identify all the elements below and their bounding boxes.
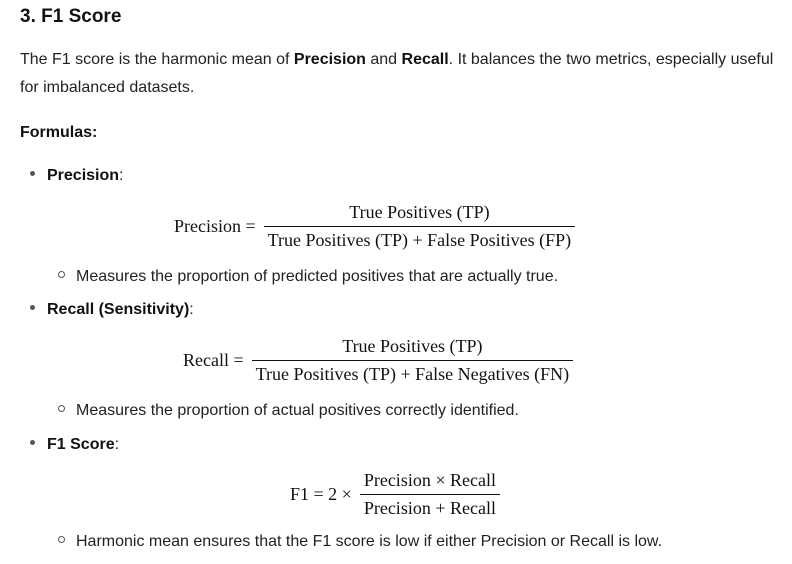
recall-denominator: True Positives (TP) + False Negatives (FN) bbox=[252, 360, 573, 385]
bullet-precision bbox=[30, 167, 123, 185]
f1-fraction bbox=[360, 470, 500, 519]
intro-text-1: The F1 score is the harmonic mean of bbox=[20, 51, 294, 68]
f1-formula bbox=[290, 470, 500, 519]
precision-formula-lhs: Precision = bbox=[174, 216, 256, 236]
intro-text-2: and bbox=[365, 51, 402, 68]
f1-denominator: Precision + Recall bbox=[360, 494, 500, 519]
recall-formula-lhs: Recall = bbox=[183, 350, 244, 370]
sub-bullet-ring bbox=[58, 405, 65, 412]
intro-bold-precision: Precision bbox=[293, 51, 366, 68]
section-heading: 3. F1 Score bbox=[20, 6, 122, 27]
precision-numerator: True Positives (TP) bbox=[349, 202, 490, 222]
bullet-recall-suffix: : bbox=[189, 301, 194, 318]
f1-note-text: Harmonic mean ensures that the F1 score is low if either Precision or Recall is low. bbox=[76, 533, 663, 550]
bullet-f1-suffix: : bbox=[114, 436, 120, 453]
f1-formula-lhs: F1 = 2 × bbox=[290, 484, 352, 504]
bullet-recall bbox=[30, 301, 194, 319]
precision-fraction bbox=[264, 202, 576, 251]
f1-numerator: Precision × Recall bbox=[363, 470, 496, 490]
recall-fraction bbox=[252, 336, 573, 385]
bullet-f1 bbox=[30, 436, 119, 454]
recall-numerator: True Positives (TP) bbox=[342, 336, 483, 356]
intro-paragraph bbox=[20, 46, 780, 102]
bullet-recall-label: Recall (Sensitivity) bbox=[47, 301, 190, 318]
precision-formula bbox=[174, 202, 575, 251]
intro-text-3: . It balances the two metrics, especially useful for imbalanced datasets. bbox=[20, 51, 774, 96]
precision-denominator: True Positives (TP) + False Positives (FP) bbox=[264, 226, 576, 251]
f1-note bbox=[58, 533, 662, 551]
sub-bullet-ring bbox=[58, 271, 65, 278]
bullet-precision-label: Precision bbox=[47, 167, 120, 184]
bullet-dot bbox=[30, 440, 35, 445]
precision-note bbox=[58, 268, 558, 286]
precision-note-text: Measures the proportion of predicted positives that are actually true. bbox=[76, 268, 559, 285]
bullet-dot bbox=[30, 305, 35, 310]
bullet-precision-suffix: : bbox=[119, 167, 124, 184]
bullet-f1-label: F1 Score bbox=[47, 436, 115, 453]
intro-bold-recall: Recall bbox=[401, 51, 449, 68]
formulas-heading: Formulas: bbox=[20, 124, 98, 141]
bullet-dot bbox=[30, 171, 35, 176]
sub-bullet-ring bbox=[58, 536, 65, 543]
recall-formula bbox=[183, 336, 573, 385]
recall-note-text: Measures the proportion of actual positives correctly identified. bbox=[76, 402, 519, 419]
recall-note bbox=[58, 402, 519, 420]
